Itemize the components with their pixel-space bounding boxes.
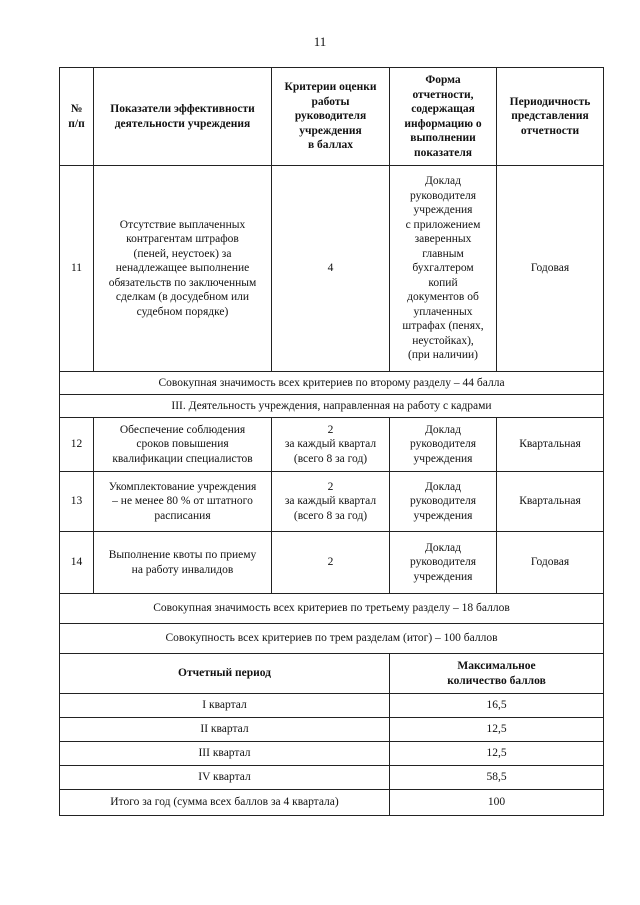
header-report-form: Форма отчетности, содержащая информацию о выполнении показателя: [390, 68, 497, 166]
summary-row: [60, 694, 604, 718]
section2-total: Совокупная значимость всех критериев по второму разделу – 44 балла: [60, 372, 604, 395]
row-periodicity: Квартальная: [497, 472, 604, 532]
summary-max: 12,5: [390, 742, 604, 766]
summary-max-header: Максимальное количество баллов: [390, 654, 604, 694]
row-num: 14: [60, 532, 94, 594]
header-periodicity: Периодичность представления отчетности: [497, 68, 604, 166]
header-num: № п/п: [60, 68, 94, 166]
page-number: 11: [313, 34, 327, 49]
summary-total-row: [60, 790, 604, 816]
table-row: [60, 532, 604, 594]
grand-total: Совокупность всех критериев по трем разделам (итог) – 100 баллов: [60, 624, 604, 654]
section2-total-row: [60, 372, 604, 395]
summary-period: I квартал: [60, 694, 390, 718]
row-indicator: Выполнение квоты по приему на работу инвалидов: [94, 532, 272, 594]
table-row: [60, 166, 604, 372]
row-periodicity: Годовая: [497, 532, 604, 594]
summary-row: [60, 766, 604, 790]
section3-title-row: [60, 395, 604, 418]
section3-title: III. Деятельность учреждения, направленная на работу с кадрами: [60, 395, 604, 418]
row-criteria: 4: [272, 166, 390, 372]
section3-total: Совокупная значимость всех критериев по третьему разделу – 18 баллов: [60, 594, 604, 624]
row-num: 13: [60, 472, 94, 532]
row-report-form: Доклад руководителя учреждения: [390, 472, 497, 532]
criteria-table: [59, 67, 604, 816]
section3-total-row: [60, 594, 604, 624]
row-criteria: 2 за каждый квартал (всего 8 за год): [272, 418, 390, 472]
row-indicator: Укомплектование учреждения – не менее 80 % от штатного расписания: [94, 472, 272, 532]
summary-header-row: [60, 654, 604, 694]
summary-max: 16,5: [390, 694, 604, 718]
row-num: 11: [60, 166, 94, 372]
summary-period-header: Отчетный период: [60, 654, 390, 694]
summary-max: 58,5: [390, 766, 604, 790]
summary-period: Итого за год (сумма всех баллов за 4 квартала): [60, 790, 390, 816]
summary-period: II квартал: [60, 718, 390, 742]
row-periodicity: Квартальная: [497, 418, 604, 472]
table-header-row: [60, 68, 604, 166]
summary-max: 12,5: [390, 718, 604, 742]
summary-row: [60, 742, 604, 766]
row-report-form: Доклад руководителя учреждения: [390, 418, 497, 472]
summary-row: [60, 718, 604, 742]
row-criteria: 2: [272, 532, 390, 594]
summary-period: IV квартал: [60, 766, 390, 790]
table-row: [60, 418, 604, 472]
summary-period: III квартал: [60, 742, 390, 766]
row-report-form: Доклад руководителя учреждения: [390, 532, 497, 594]
row-criteria: 2 за каждый квартал (всего 8 за год): [272, 472, 390, 532]
header-criteria: Критерии оценки работы руководителя учреждения в баллах: [272, 68, 390, 166]
row-indicator: Отсутствие выплаченных контрагентам штрафов (пеней, неустоек) за ненадлежащее выполнение обязательств по заключенным сделкам (в досудебном или судебном порядке): [94, 166, 272, 372]
table-row: [60, 472, 604, 532]
row-num: 12: [60, 418, 94, 472]
row-periodicity: Годовая: [497, 166, 604, 372]
grand-total-row: [60, 624, 604, 654]
header-indicator: Показатели эффективности деятельности учреждения: [94, 68, 272, 166]
row-indicator: Обеспечение соблюдения сроков повышения квалификации специалистов: [94, 418, 272, 472]
summary-max: 100: [390, 790, 604, 816]
row-report-form: Доклад руководителя учреждения с приложением заверенных главным бухгалтером копий документов об уплаченных штрафах (пенях, неустойках), (при наличии): [390, 166, 497, 372]
